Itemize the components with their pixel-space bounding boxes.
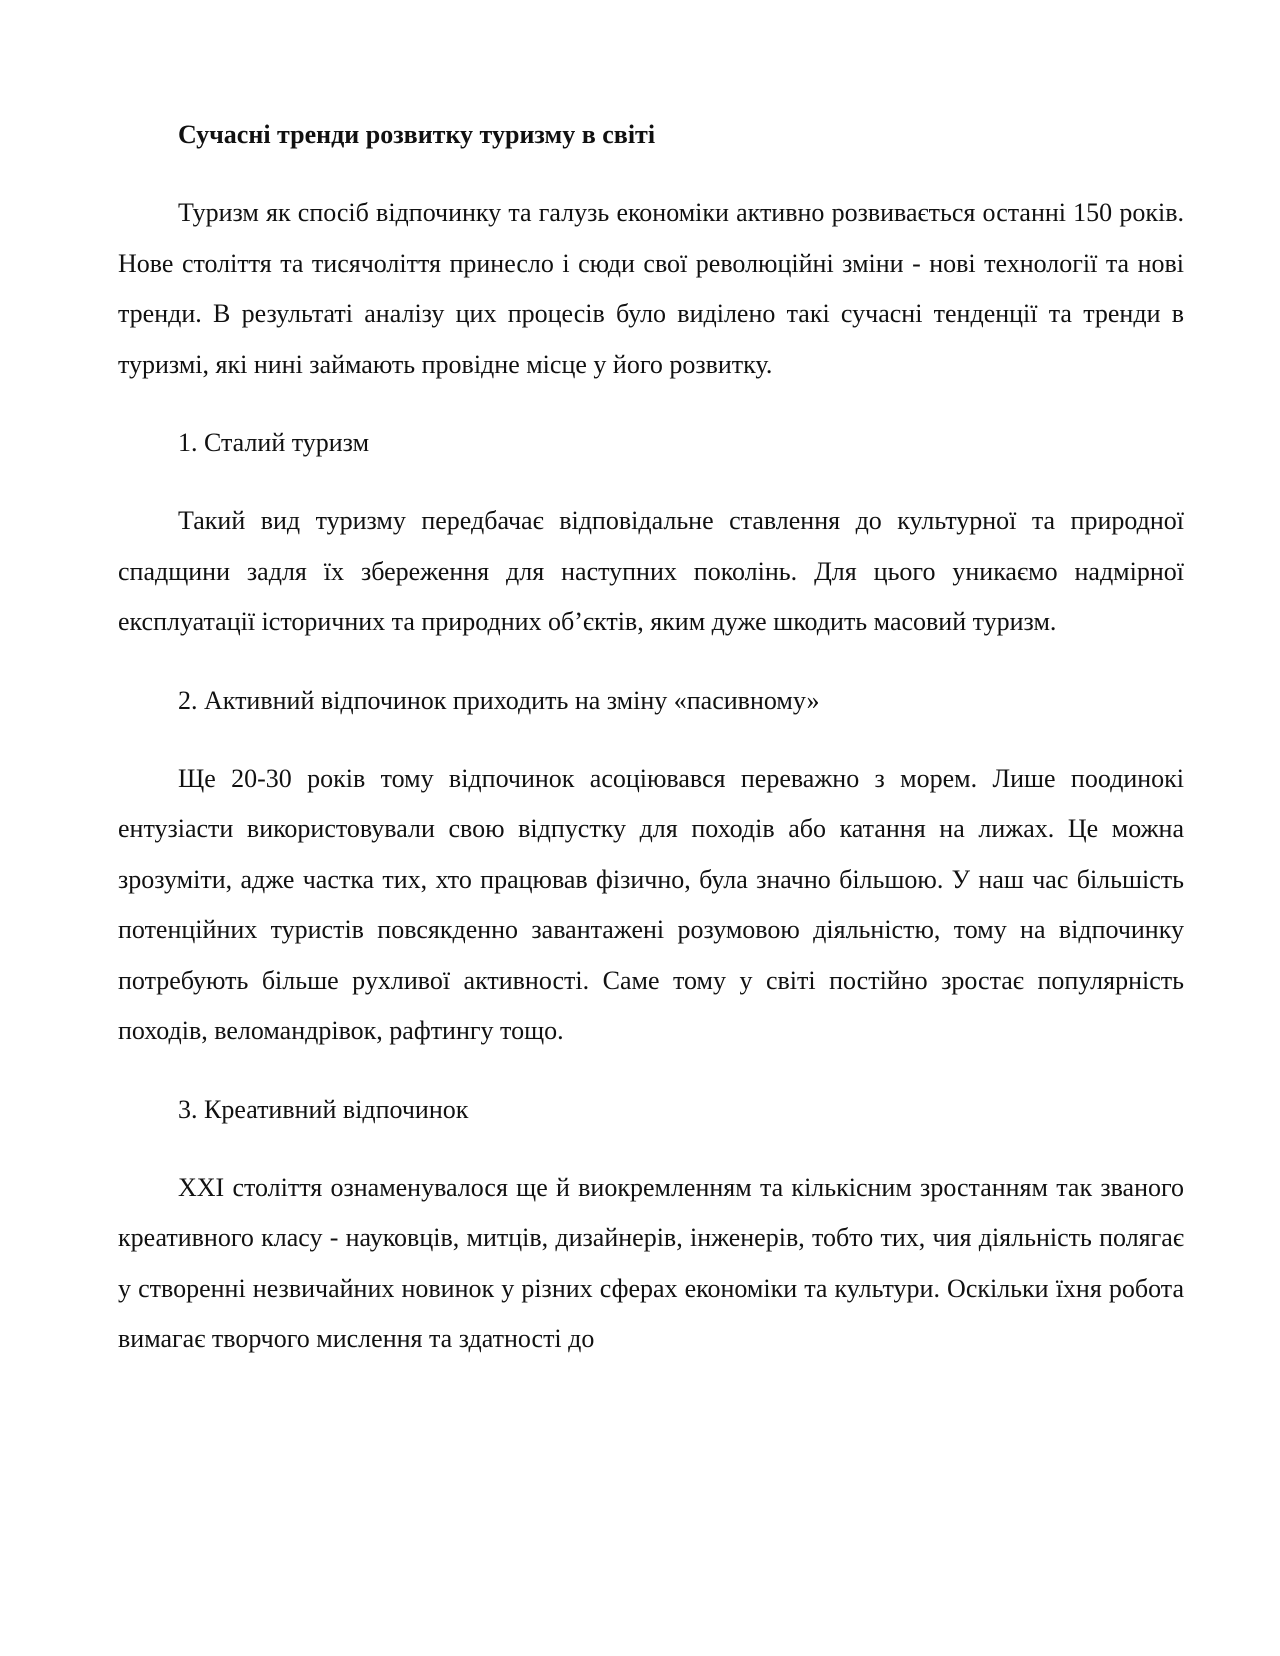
- section-heading-2: 2. Активний відпочинок приходить на зміну «пасивному»: [178, 685, 820, 715]
- section-paragraph-2: Ще 20-30 років тому відпочинок асоціювався переважно з морем. Лише поодинокі ентузіасти використовували свою відпустку для походів або катання на лижах. Це можна зрозуміти, адже частка тих, хто працював фізично, була значно більшою. У наш час більшість потенційних туристів повсякденно завантажені розумовою діяльністю, тому на відпочинку потребують більше рухливої активності. Саме тому у світі постійно зростає популярність походів, веломандрівок, рафтингу тощо.: [118, 763, 1184, 1045]
- section-heading-3: 3. Креативний відпочинок: [178, 1094, 469, 1124]
- spacer: [118, 160, 1184, 188]
- spacer: [118, 1135, 1184, 1163]
- section-paragraph-1: Такий вид туризму передбачає відповідальне ставлення до культурної та природної спадщини задля їх збереження для наступних поколінь. Для цього уникаємо надмірної експлуатації історичних та природних об’єктів, яким дуже шкодить масовий туризм.: [118, 506, 1184, 636]
- spacer: [118, 726, 1184, 754]
- section-paragraph-3: XXI століття ознаменувалося ще й виокремленням та кількісним зростанням так званого креативного класу - науковців, митців, дизайнерів, інженерів, тобто тих, чия діяльність полягає у створенні незвичайних новинок у різних сферах економіки та культури. Оскільки їхня робота вимагає творчого мислення та здатності до: [118, 1172, 1184, 1353]
- intro-paragraph: Туризм як спосіб відпочинку та галузь економіки активно розвивається останні 150 років. Нове століття та тисячоліття принесло і сюди свої революційні зміни - нові технології та нові тренди. В результаті аналізу цих процесів було виділено такі сучасні тенденції та тренди в туризмі, які нині займають провідне місце у його розвитку.: [118, 198, 1184, 379]
- document-title: Сучасні тренди розвитку туризму в світі: [178, 120, 656, 149]
- document-content: [118, 110, 1184, 1365]
- spacer: [118, 1057, 1184, 1085]
- spacer: [118, 648, 1184, 676]
- spacer: [118, 468, 1184, 496]
- spacer: [118, 390, 1184, 418]
- section-heading-1: 1. Сталий туризм: [178, 428, 370, 457]
